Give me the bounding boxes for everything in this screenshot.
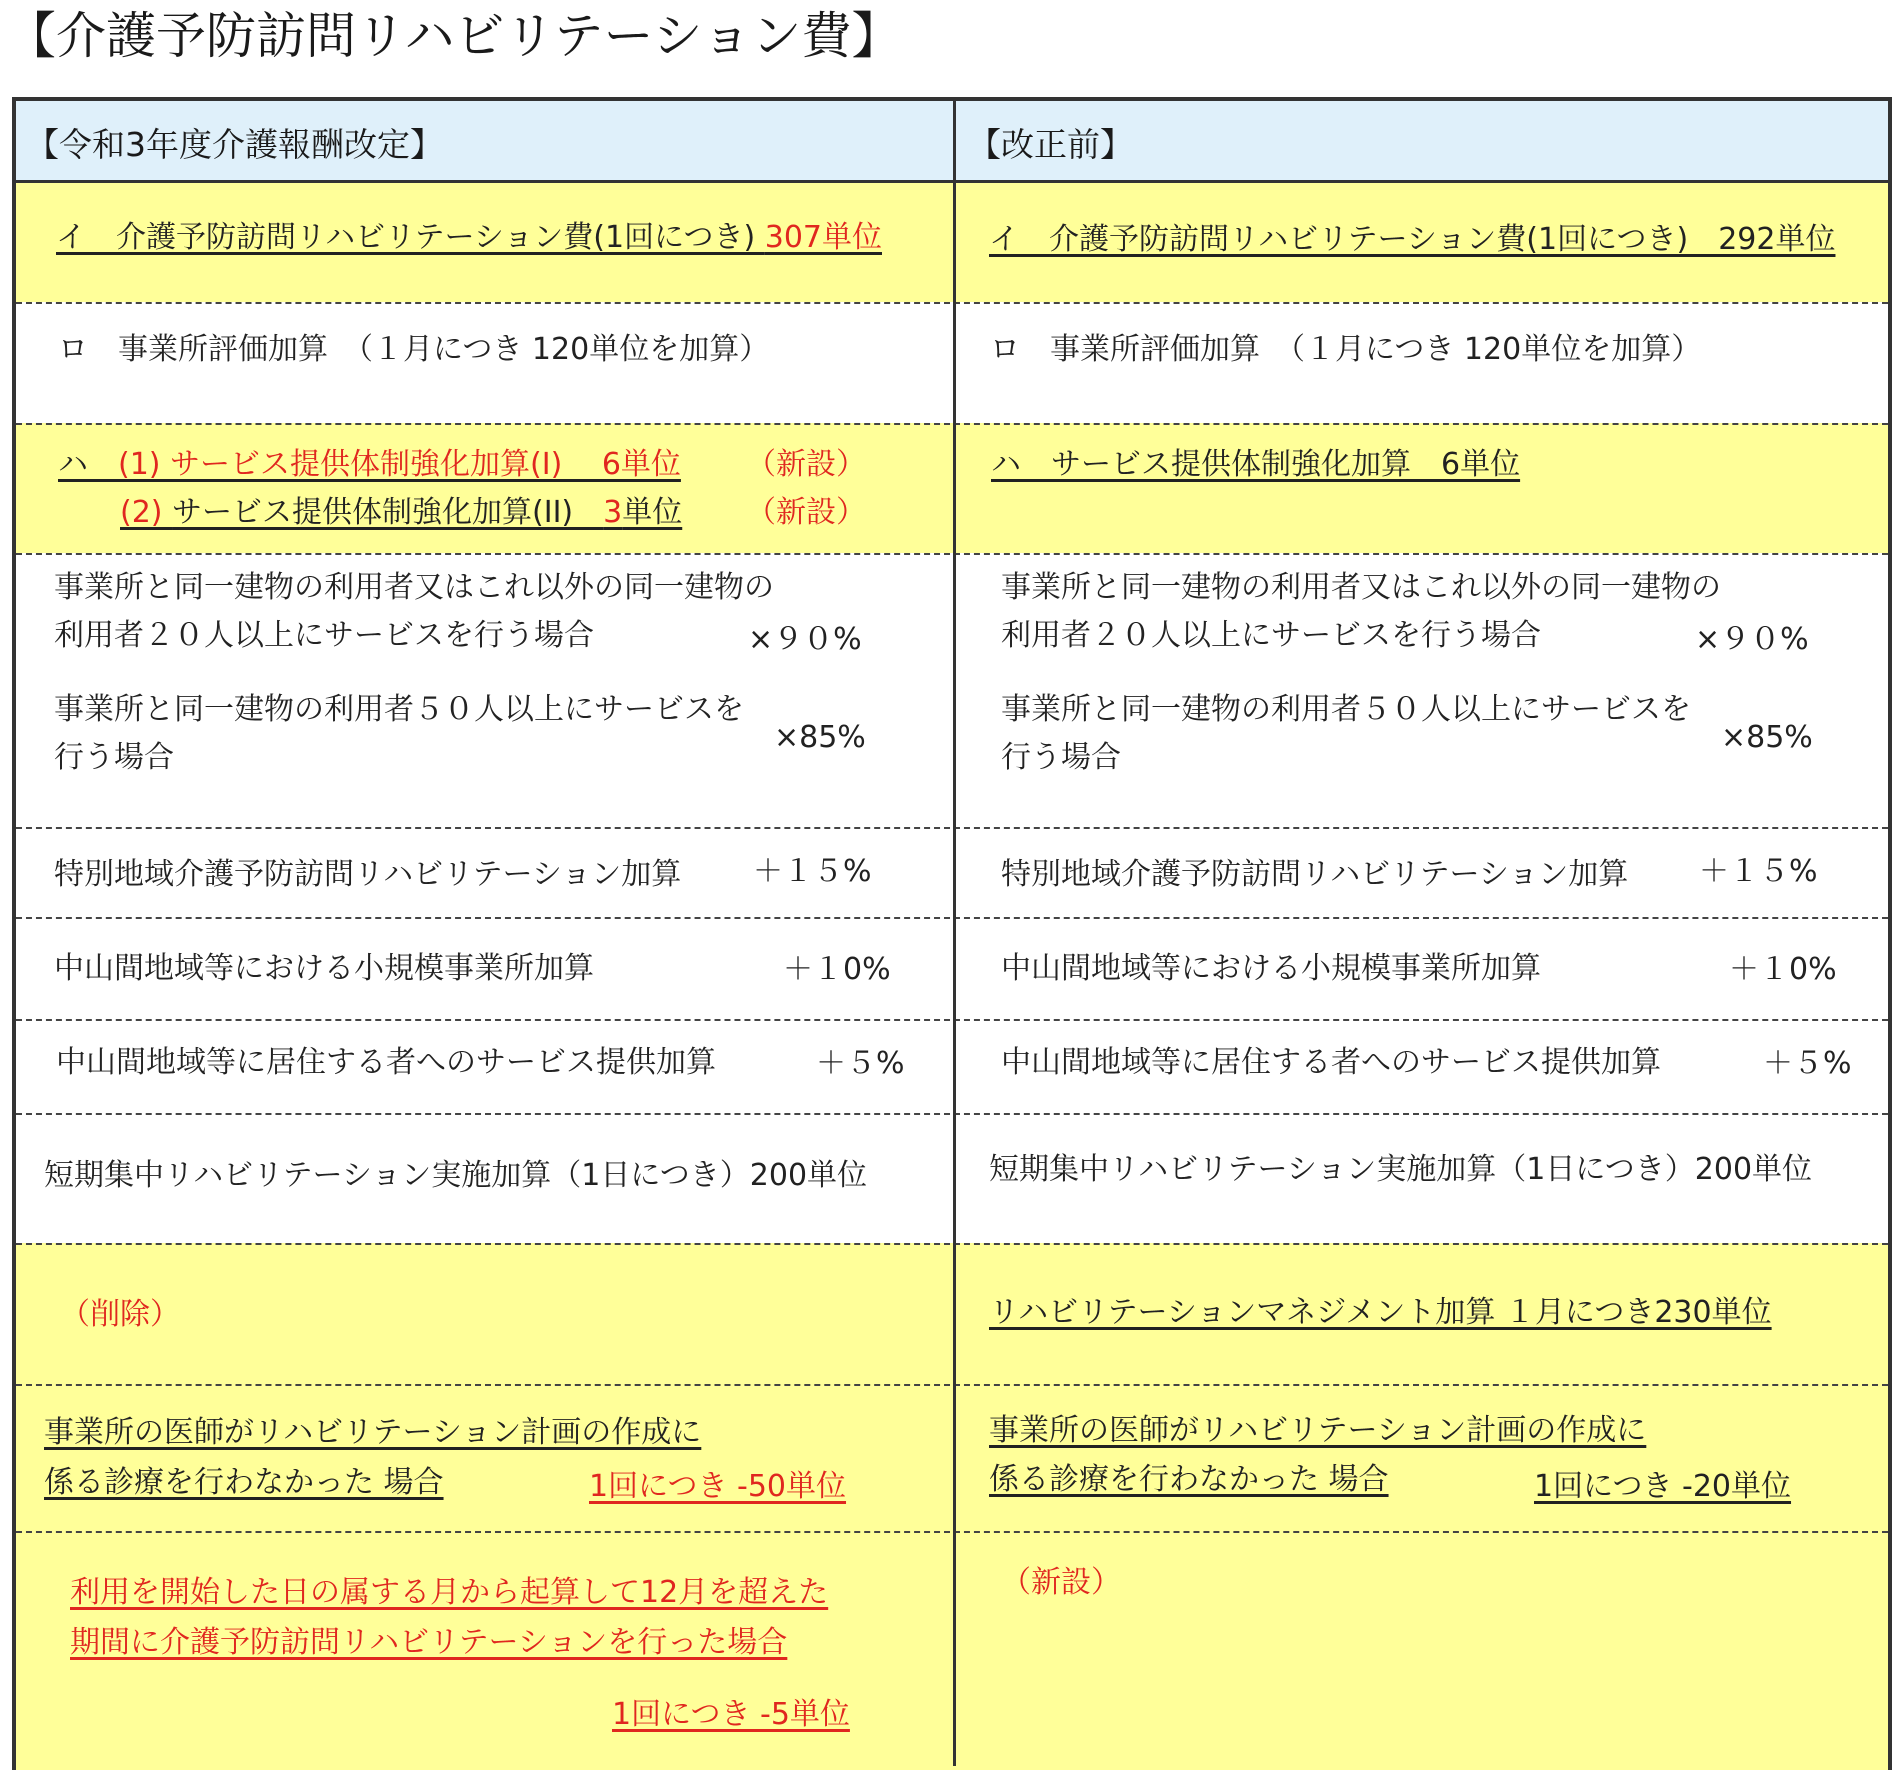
mountain-resident-new-rate: ＋５% <box>816 1046 905 1081</box>
doctor-new-line2: 係る診療を行わなかった 場合 <box>44 1465 444 1500</box>
row-ha-new-line2 <box>120 494 866 532</box>
long-term-new-line2: 期間に介護予防訪問リハビリテーションを行った場合 <box>70 1625 788 1660</box>
row-i-new-value: 307単位 <box>764 220 882 255</box>
special-area-new-label: 特別地域介護予防訪問リハビリテーション加算 <box>54 857 682 892</box>
header-old <box>956 101 1888 183</box>
doctor-old-value: 1回につき -20単位 <box>1534 1469 1792 1504</box>
row-ha-new-line1 <box>58 446 866 484</box>
building-old-rate2: ×85% <box>1721 720 1813 755</box>
mountain-small-new-label: 中山間地域等における小規模事業所加算 <box>54 951 594 986</box>
building-old-line1: 事業所と同一建物の利用者又はこれ以外の同一建物の <box>1001 570 1721 605</box>
row-ro-new: ロ 事業所評価加算 （１月につき 120単位を加算） <box>58 332 770 367</box>
column-divider <box>953 101 956 1766</box>
row-ha-new-line2-text <box>120 495 682 530</box>
short-term-new: 短期集中リハビリテーション実施加算（1日につき）200単位 <box>44 1158 868 1193</box>
row-ha-new-line1-text <box>58 447 681 482</box>
row-ha-new-prefix: ハ <box>58 447 118 482</box>
page-title: 【介護予防訪問リハビリテーション費】 <box>6 7 902 65</box>
mountain-small-new-rate: ＋１0% <box>783 952 891 987</box>
row-divider <box>16 827 1888 829</box>
special-area-old-label: 特別地域介護予防訪問リハビリテーション加算 <box>1001 857 1629 892</box>
building-old-line2: 利用者２０人以上にサービスを行う場合 <box>1001 618 1541 653</box>
mountain-resident-old-label: 中山間地域等に居住する者へのサービス提供加算 <box>1001 1045 1661 1080</box>
row-ha-new-note2: （新設） <box>746 495 866 530</box>
header-new <box>16 101 953 183</box>
row-i-new <box>56 219 882 257</box>
mountain-resident-old-rate: ＋５% <box>1763 1046 1852 1081</box>
doctor-old-line2: 係る診療を行わなかった 場合 <box>989 1462 1389 1497</box>
row-divider <box>16 1531 1888 1533</box>
long-term-new-line1: 利用を開始した日の属する月から起算して12月を超えた <box>70 1575 829 1610</box>
building-new-line3: 事業所と同一建物の利用者５０人以上にサービスを <box>54 692 744 727</box>
row-ro-old: ロ 事業所評価加算 （１月につき 120単位を加算） <box>990 332 1702 367</box>
row-ha-old: ハ サービス提供体制強化加算 6単位 <box>991 447 1521 482</box>
row-divider <box>16 917 1888 919</box>
building-new-line1: 事業所と同一建物の利用者又はこれ以外の同一建物の <box>54 570 774 605</box>
comparison-table <box>12 97 1892 1770</box>
long-term-old: （新設） <box>1001 1565 1121 1600</box>
row-divider <box>16 302 1888 304</box>
building-old-rate1: ×９０% <box>1695 622 1809 657</box>
special-area-new-rate: ＋１５% <box>753 854 872 889</box>
row-ha-new-item2-unit: 単位 <box>622 495 683 530</box>
row-divider <box>16 423 1888 425</box>
row-ha-new-item2-label: サービス提供体制強化加算(II) <box>172 495 604 530</box>
mountain-small-old-label: 中山間地域等における小規模事業所加算 <box>1001 951 1541 986</box>
mountain-resident-new-label: 中山間地域等に居住する者へのサービス提供加算 <box>56 1045 716 1080</box>
management-new: （削除） <box>60 1297 180 1332</box>
building-new-rate1: ×９０% <box>748 622 862 657</box>
mountain-small-old-rate: ＋１0% <box>1729 952 1837 987</box>
row-ha-new-item2-num: (2) <box>120 495 173 530</box>
row-divider <box>16 1019 1888 1021</box>
highlight-band-row-ha <box>16 423 1888 553</box>
building-new-rate2: ×85% <box>774 720 866 755</box>
header-old-label: 【改正前】 <box>968 125 1133 164</box>
row-divider <box>16 553 1888 555</box>
row-divider <box>16 1113 1888 1115</box>
building-old-line4: 行う場合 <box>1001 740 1121 775</box>
row-i-old: イ 介護予防訪問リハビリテーション費(1回につき) 292単位 <box>989 222 1836 257</box>
management-old: リハビリテーションマネジメント加算 １月につき230単位 <box>989 1295 1772 1330</box>
row-divider <box>16 1384 1888 1386</box>
building-new-line4: 行う場合 <box>54 740 174 775</box>
doctor-old-line1: 事業所の医師がリハビリテーション計画の作成に <box>989 1413 1647 1448</box>
building-old-line3: 事業所と同一建物の利用者５０人以上にサービスを <box>1001 692 1691 727</box>
doctor-new-line1: 事業所の医師がリハビリテーション計画の作成に <box>44 1415 702 1450</box>
building-new-line2: 利用者２０人以上にサービスを行う場合 <box>54 618 594 653</box>
long-term-new-value: 1回につき -5単位 <box>612 1697 850 1732</box>
special-area-old-rate: ＋１５% <box>1699 854 1818 889</box>
row-divider <box>16 1243 1888 1245</box>
row-i-new-label: イ 介護予防訪問リハビリテーション費(1回につき) <box>56 220 765 255</box>
short-term-old: 短期集中リハビリテーション実施加算（1日につき）200単位 <box>989 1152 1813 1187</box>
row-ha-new-item2-value: 3 <box>603 495 623 530</box>
row-ha-new-item1: (1) サービス提供体制強化加算(I) 6単位 <box>118 447 681 482</box>
header-new-label: 【令和3年度介護報酬改定】 <box>26 125 443 164</box>
doctor-new-value: 1回につき -50単位 <box>589 1469 847 1504</box>
row-ha-new-note1: （新設） <box>746 447 866 482</box>
